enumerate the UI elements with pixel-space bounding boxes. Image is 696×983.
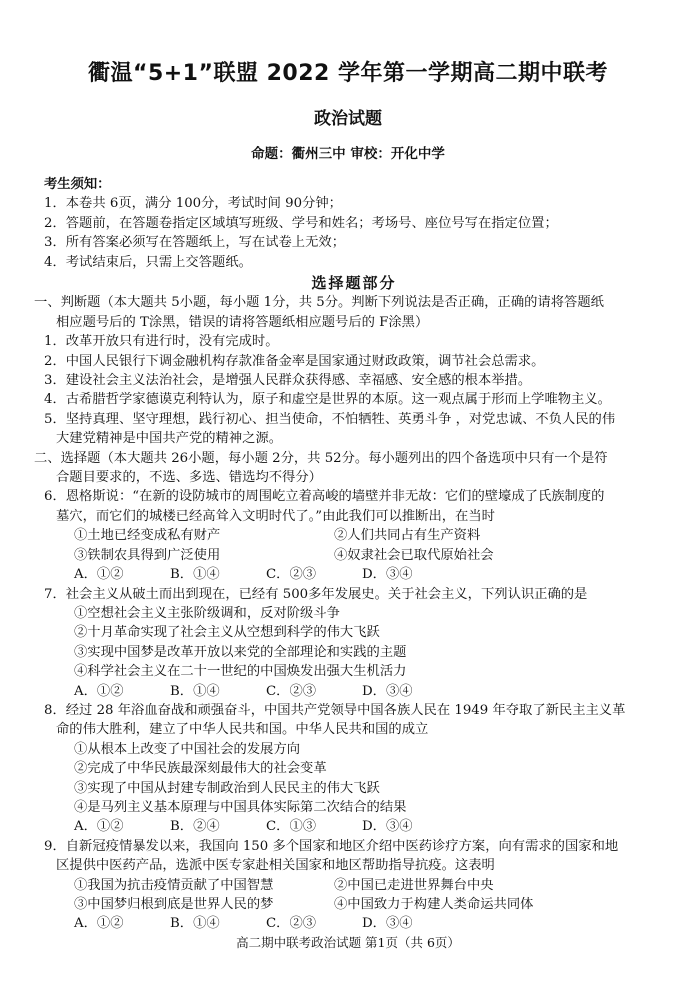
q7-choice-c: C．②③ [266,683,317,699]
q8-choice-c: C．①③ [266,819,317,835]
q7-choice-a: A．①② [74,683,124,699]
q9-choice-d: D．③④ [362,916,413,932]
q6-stem-cont: 墓穴，而它们的城楼已经高耸入文明时代了。”由此我们可以推断出，在当时 [56,508,495,524]
q9-option-4: ④中国致力于构建人类命运共同体 [334,897,534,912]
q9-stem-cont: 区提供中医药产品，选派中医专家赴相关国家和地区帮助指导抗疫。这表明 [56,858,495,874]
judge-q3: 3．建设社会主义法治社会，是增强人民群众获得感、幸福感、安全感的根本举措。 [44,373,532,389]
judge-q4: 4．古希腊哲学家德谟克利特认为，原子和虚空是世界的本原。这一观点属于形而上学唯物主义。 [44,392,611,408]
part1-intro: 一、判断题（本大题共 5小题，每小题 1分，共 5分。判断下列说法是否正确，正确的请将答题纸 [34,295,604,311]
notice-block [44,175,664,272]
q6-choices [44,565,664,584]
q6-choice-b: B．①④ [170,567,220,583]
section-title: 选择题部分 [311,274,397,292]
judge-q5-cont: 大建党精神是中国共产党的精神之源。 [56,431,283,447]
subject-title: 政治试题 [314,109,382,129]
q6-options-row [44,546,664,565]
q9-options-row [44,876,664,895]
page-title: 衢温“5+1”联盟 2022 学年第一学期高二期中联考 [87,61,609,86]
q9-option-1: ①我国为抗击疫情贡献了中国智慧 [74,877,274,893]
questions-block [34,274,664,934]
q7-option-3: ③实现中国梦是改革开放以来党的全部理论和实践的主题 [74,644,407,660]
page-footer: 高二期中联考政治试题 第1页（共 6页） [236,935,460,950]
q8-choices [44,817,664,836]
q7-choice-b: B．①④ [170,683,220,699]
q8-choice-d: D．③④ [362,819,413,835]
notice-item: 2．答题前，在答题卷指定区域填写班级、学号和姓名；考场号、座位号写在指定位置； [44,215,558,231]
q9-choice-b: B．①④ [170,916,220,932]
notice-item: 3．所有答案必须写在答题纸上，写在试卷上无效； [44,235,345,251]
q8-option-2: ②完成了中华民族最深刻最伟大的社会变革 [74,761,327,777]
judge-q1: 1．改革开放只有进行时，没有完成时。 [44,334,279,350]
q7-option-1: ①空想社会主义主张阶级调和，反对阶级斗争 [74,605,340,621]
q8-stem-cont: 命的伟大胜利，建立了中华人民共和国。中华人民共和国的成立 [56,722,429,738]
q7-choice-d: D．③④ [362,683,413,699]
q8-choice-b: B．②④ [170,819,220,835]
q9-option-2: ②中国已走进世界舞台中央 [334,877,494,893]
notice-item: 1．本卷共 6页，满分 100分，考试时间 90分钟； [44,196,342,212]
q8-choice-a: A．①② [74,819,124,835]
judge-q2: 2．中国人民银行下调金融机构存款准备金率是国家通过财政政策，调节社会总需求。 [44,353,545,369]
notice-heading: 考生须知： [44,177,111,192]
q7-option-2: ②十月革命实现了社会主义从空想到科学的伟大飞跃 [74,625,380,641]
q6-options-row [44,526,664,545]
q6-option-1: ①土地已经变成私有财产 [74,528,221,544]
q6-choice-c: C．②③ [266,567,317,583]
judge-q5: 5．坚持真理、坚守理想，践行初心、担当使命，不怕牺牲、英勇斗争 ，对党忠诚、不负人民的伟 [44,411,616,427]
q8-option-3: ③实现了中国从封建专制政治到人民民主的伟大飞跃 [74,780,380,796]
q6-choice-a: A．①② [74,567,124,583]
part1-intro-cont: 相应题号后的 T涂黑，错误的请将答题纸相应题号后的 F涂黑） [56,314,429,330]
notice-item: 4．考试结束后，只需上交答题纸。 [44,254,252,270]
q6-option-4: ④奴隶社会已取代原始社会 [334,547,494,563]
q7-option-4: ④科学社会主义在二十一世纪的中国焕发出强大生机活力 [74,664,407,680]
q7-stem: 7．社会主义从破土而出到现在，已经有 500多年发展史。关于社会主义，下列认识正确的是 [44,586,588,602]
q9-options-row [44,895,664,914]
q9-choice-a: A．①② [74,916,124,932]
q6-option-3: ③铁制农具得到广泛使用 [74,547,221,563]
q6-stem: 6．恩格斯说：“在新的设防城市的周围屹立着高峻的墙壁并非无故：它们的壁壕成了氏族制度的 [44,489,605,505]
author-line: 命题：衢州三中 审校：开化中学 [251,146,445,162]
q8-option-4: ④是马列主义基本原理与中国具体实际第二次结合的结果 [74,799,407,815]
q9-choices [44,914,664,933]
q9-stem: 9．自新冠疫情暴发以来，我国向 150 多个国家和地区介绍中医药诊疗方案，向有需求的国家和地 [44,838,619,854]
part2-intro-cont: 合题目要求的，不选、多选、错选均不得分） [56,470,322,486]
q9-option-3: ③中国梦归根到底是世界人民的梦 [74,897,274,912]
q7-choices [44,682,664,701]
part2-intro: 二、选择题（本大题共 26小题，每小题 2分，共 52分。每小题列出的四个备选项中只有一个是符 [34,450,608,466]
q9-choice-c: C．②③ [266,916,317,932]
q6-choice-d: D．③④ [362,567,413,583]
q6-option-2: ②人们共同占有生产资料 [334,528,481,544]
q8-stem: 8．经过 28 年浴血奋战和顽强奋斗，中国共产党领导中国各族人民在 1949 年夺取了新民主主义革 [44,702,626,718]
q8-option-1: ①从根本上改变了中国社会的发展方向 [74,741,301,757]
